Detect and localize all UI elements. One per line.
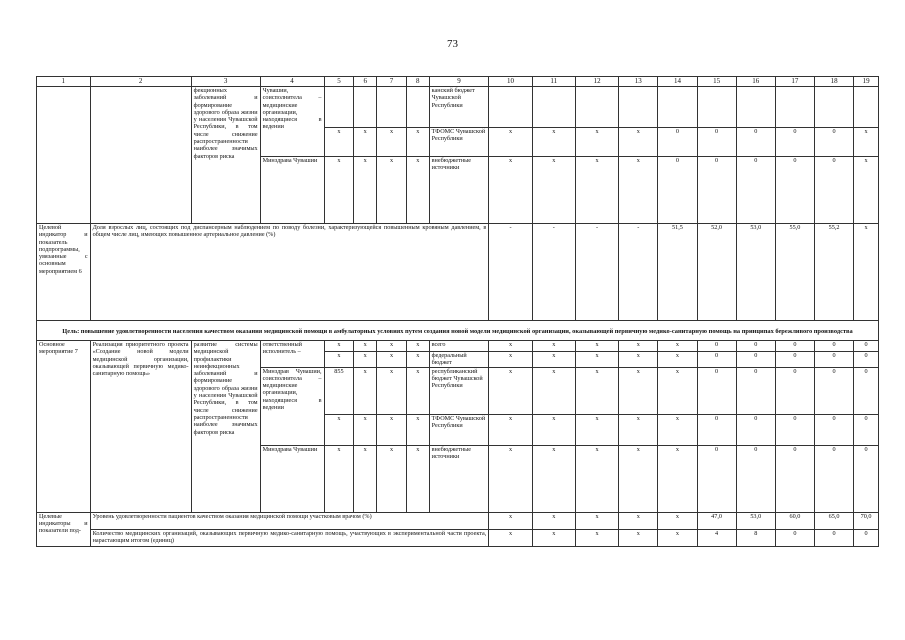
value-cell xyxy=(619,87,658,128)
table-cell: х xyxy=(406,367,429,414)
value-cell xyxy=(854,87,879,128)
value-cell: 0 xyxy=(854,367,879,414)
value-cell: х xyxy=(575,512,618,529)
table-cell: х xyxy=(324,128,354,157)
value-cell xyxy=(697,87,736,128)
executor-text: Чувашии, соисполнитела – медицинские организации, находящиеся в ведении xyxy=(260,87,324,157)
value-cell: 8 xyxy=(736,529,775,546)
value-cell: 0 xyxy=(697,341,736,352)
value-cell: 51,5 xyxy=(658,224,697,321)
value-cell: х xyxy=(532,512,575,529)
header-row xyxy=(37,77,879,87)
table-cell: х xyxy=(406,341,429,352)
value-cell: х xyxy=(575,341,618,352)
value-cell: х xyxy=(489,367,532,414)
value-cell: х xyxy=(575,445,618,512)
value-cell: х xyxy=(658,445,697,512)
value-cell: х xyxy=(619,529,658,546)
value-cell: х xyxy=(489,445,532,512)
value-cell: 65,0 xyxy=(814,512,853,529)
indicator-row xyxy=(37,512,879,529)
funding-source: внебюджетные источники xyxy=(429,157,489,224)
value-cell: 0 xyxy=(775,157,814,224)
value-cell xyxy=(775,87,814,128)
column-number: 8 xyxy=(406,77,429,87)
value-cell xyxy=(814,87,853,128)
value-cell: х xyxy=(489,352,532,368)
table-row xyxy=(37,87,879,128)
table-cell xyxy=(406,87,429,128)
table-cell: х xyxy=(406,414,429,445)
funding-source: ТФОМС Чувашской Республики xyxy=(429,128,489,157)
table-cell: х xyxy=(406,445,429,512)
table-cell: х xyxy=(354,352,377,368)
value-cell: 0 xyxy=(814,352,853,368)
table-cell xyxy=(354,87,377,128)
indicator-label: Целевой индикатор и показатель подпрограммы, увязанные с основным мероприятием 6 xyxy=(37,224,91,321)
value-cell: х xyxy=(532,529,575,546)
value-cell: 0 xyxy=(854,352,879,368)
value-cell: х xyxy=(658,529,697,546)
value-cell: - xyxy=(489,224,532,321)
value-cell: 0 xyxy=(775,352,814,368)
program-table xyxy=(36,76,879,547)
table-cell xyxy=(90,87,191,224)
value-cell: - xyxy=(619,224,658,321)
event-name: Реализация приоритетного проекта «Создание новой модели медицинской организации, оказывающей первичную медико-санитарную помощь» xyxy=(90,341,191,513)
event-label: Основное мероприятие 7 xyxy=(37,341,91,513)
column-number: 15 xyxy=(697,77,736,87)
value-cell: 0 xyxy=(697,367,736,414)
table-cell: х xyxy=(324,445,354,512)
column-number: 2 xyxy=(90,77,191,87)
column-number: 17 xyxy=(775,77,814,87)
value-cell: х xyxy=(489,341,532,352)
table-cell: х xyxy=(377,414,407,445)
value-cell: 0 xyxy=(854,445,879,512)
value-cell: 0 xyxy=(736,352,775,368)
value-cell: х xyxy=(532,157,575,224)
column-number: 14 xyxy=(658,77,697,87)
value-cell: - xyxy=(532,224,575,321)
column-number: 11 xyxy=(532,77,575,87)
value-cell: 0 xyxy=(814,128,853,157)
value-cell: х xyxy=(619,341,658,352)
value-cell: 0 xyxy=(736,445,775,512)
value-cell: х xyxy=(489,157,532,224)
value-cell: 0 xyxy=(697,128,736,157)
value-cell: 47,0 xyxy=(697,512,736,529)
value-cell: 0 xyxy=(854,414,879,445)
value-cell: х xyxy=(532,414,575,445)
value-cell: х xyxy=(575,352,618,368)
table-row xyxy=(37,341,879,352)
page-number: 73 xyxy=(447,38,458,50)
value-cell: х xyxy=(532,341,575,352)
value-cell: х xyxy=(658,512,697,529)
column-number: 9 xyxy=(429,77,489,87)
value-cell: х xyxy=(532,445,575,512)
table-cell: х xyxy=(406,128,429,157)
value-cell: 53,0 xyxy=(736,224,775,321)
table-cell xyxy=(324,87,354,128)
value-cell: 70,0 xyxy=(854,512,879,529)
value-cell: х xyxy=(575,529,618,546)
table-cell: 855 xyxy=(324,367,354,414)
value-cell: х xyxy=(575,157,618,224)
indicator-text: Доля взрослых лиц, состоящих под диспансерным наблюдением по поводу болезни, характеризующейся повышенным кровяным давлением, в общем числе лиц, имеющих повышенное артериальное давление (%) xyxy=(90,224,489,321)
table-cell: х xyxy=(377,352,407,368)
table-cell: х xyxy=(354,157,377,224)
value-cell: 0 xyxy=(814,157,853,224)
value-cell: х xyxy=(489,529,532,546)
value-cell: х xyxy=(575,128,618,157)
value-cell: 0 xyxy=(814,367,853,414)
value-cell: х xyxy=(854,224,879,321)
value-cell: 0 xyxy=(775,367,814,414)
table-cell: х xyxy=(354,445,377,512)
table-cell: х xyxy=(324,157,354,224)
value-cell: х xyxy=(658,414,697,445)
value-cell: х xyxy=(854,157,879,224)
value-cell: 53,0 xyxy=(736,512,775,529)
funding-source: канский бюджет Чувашской Республики xyxy=(429,87,489,128)
indicator-label: Целевые индикаторы и показатели под- xyxy=(37,512,91,546)
value-cell: х xyxy=(658,352,697,368)
executor-text: ответственный исполнитель – xyxy=(260,341,324,368)
indicator-text: Количество медицинских организаций, оказывающих первичную медико-санитарную помощь, участвующих в экспериментальной части проекта, нарастающим итогом (единиц) xyxy=(90,529,489,546)
value-cell: х xyxy=(532,352,575,368)
value-cell: х xyxy=(854,128,879,157)
table-cell: х xyxy=(377,367,407,414)
funding-source: республиканский бюджет Чувашской Республики xyxy=(429,367,489,414)
value-cell: - xyxy=(575,224,618,321)
value-cell xyxy=(658,87,697,128)
value-cell: х xyxy=(619,157,658,224)
column-number: 12 xyxy=(575,77,618,87)
value-cell: 55,0 xyxy=(775,224,814,321)
indicator-row xyxy=(37,529,879,546)
value-cell: х xyxy=(619,128,658,157)
value-cell xyxy=(532,87,575,128)
table-cell xyxy=(377,87,407,128)
indicator-row xyxy=(37,224,879,321)
value-cell: 0 xyxy=(697,157,736,224)
value-cell: 0 xyxy=(775,445,814,512)
value-cell: х xyxy=(575,367,618,414)
table-cell: х xyxy=(324,414,354,445)
value-cell: 0 xyxy=(736,157,775,224)
value-cell: 0 xyxy=(814,445,853,512)
table-cell: х xyxy=(354,128,377,157)
executor-text: Минздрава Чувашии xyxy=(260,157,324,224)
value-cell: 0 xyxy=(854,341,879,352)
value-cell: 0 xyxy=(854,529,879,546)
goal-row xyxy=(37,321,879,341)
value-cell: 0 xyxy=(697,414,736,445)
value-cell: х xyxy=(658,367,697,414)
direction-text: развитие системы медицинской профилактики неинфекционных заболеваний и формирование здорового образа жизни у населения Чувашской Республики, в том числе снижение распространенности наиболее значимых факторов риска xyxy=(191,341,260,513)
column-number: 18 xyxy=(814,77,853,87)
column-number: 4 xyxy=(260,77,324,87)
value-cell: 0 xyxy=(775,128,814,157)
indicator-text: Уровень удовлетворенности пациентов качеством оказания медицинской помощи участковым врачом (%) xyxy=(90,512,489,529)
value-cell: 4 xyxy=(697,529,736,546)
table-cell: х xyxy=(406,157,429,224)
table-cell: х xyxy=(406,352,429,368)
table-cell: х xyxy=(377,445,407,512)
funding-source: федеральный бюджет xyxy=(429,352,489,368)
table-cell: х xyxy=(324,341,354,352)
table-cell: х xyxy=(324,352,354,368)
value-cell: 60,0 xyxy=(775,512,814,529)
value-cell: х xyxy=(575,414,618,445)
direction-text: фекционных заболеваний и формирование здорового образа жизни у населения Чувашской Республики, в том числе снижение распространенности наиболее значимых факторов риска xyxy=(191,87,260,224)
value-cell: х xyxy=(619,512,658,529)
value-cell: х xyxy=(532,367,575,414)
value-cell: 0 xyxy=(736,414,775,445)
funding-source: всего xyxy=(429,341,489,352)
value-cell: 0 xyxy=(814,414,853,445)
funding-source: внебюджетные источники xyxy=(429,445,489,512)
value-cell: 0 xyxy=(658,157,697,224)
value-cell xyxy=(575,87,618,128)
value-cell: х xyxy=(619,367,658,414)
value-cell: 0 xyxy=(775,529,814,546)
value-cell: 0 xyxy=(736,367,775,414)
executor-text: Минздрав Чувашии, соисполнитела – медицинские организации, находящиеся в ведении xyxy=(260,367,324,445)
value-cell: х xyxy=(619,414,658,445)
column-number: 13 xyxy=(619,77,658,87)
value-cell: 0 xyxy=(697,445,736,512)
column-number: 6 xyxy=(354,77,377,87)
value-cell: х xyxy=(489,414,532,445)
goal-heading: Цель: повышение удовлетворенности населения качеством оказания медицинской помощи в амбулаторных условиях путем создания новой модели медицинской организации, оказывающей первичную медико-санитарную помощь на принципах бережливого производства xyxy=(37,321,879,341)
value-cell xyxy=(489,87,532,128)
table-cell: х xyxy=(354,341,377,352)
column-number: 1 xyxy=(37,77,91,87)
executor-text: Минздрава Чувашии xyxy=(260,445,324,512)
value-cell: 0 xyxy=(736,128,775,157)
value-cell: 0 xyxy=(814,341,853,352)
column-number: 19 xyxy=(854,77,879,87)
value-cell: 55,2 xyxy=(814,224,853,321)
column-number: 3 xyxy=(191,77,260,87)
value-cell: 0 xyxy=(697,352,736,368)
table-cell xyxy=(37,87,91,224)
column-number: 7 xyxy=(377,77,407,87)
value-cell: 52,0 xyxy=(697,224,736,321)
column-number: 5 xyxy=(324,77,354,87)
table-cell: х xyxy=(354,414,377,445)
value-cell: 0 xyxy=(775,414,814,445)
value-cell: х xyxy=(489,128,532,157)
table-cell: х xyxy=(377,157,407,224)
value-cell: х xyxy=(658,341,697,352)
value-cell: 0 xyxy=(736,341,775,352)
value-cell xyxy=(736,87,775,128)
value-cell: х xyxy=(532,128,575,157)
value-cell: 0 xyxy=(658,128,697,157)
funding-source: ТФОМС Чувашской Республики xyxy=(429,414,489,445)
column-number: 10 xyxy=(489,77,532,87)
table-cell: х xyxy=(377,341,407,352)
value-cell: х xyxy=(489,512,532,529)
value-cell: х xyxy=(619,352,658,368)
column-number: 16 xyxy=(736,77,775,87)
value-cell: 0 xyxy=(814,529,853,546)
value-cell: 0 xyxy=(775,341,814,352)
table-cell: х xyxy=(377,128,407,157)
value-cell: х xyxy=(619,445,658,512)
table-cell: х xyxy=(354,367,377,414)
